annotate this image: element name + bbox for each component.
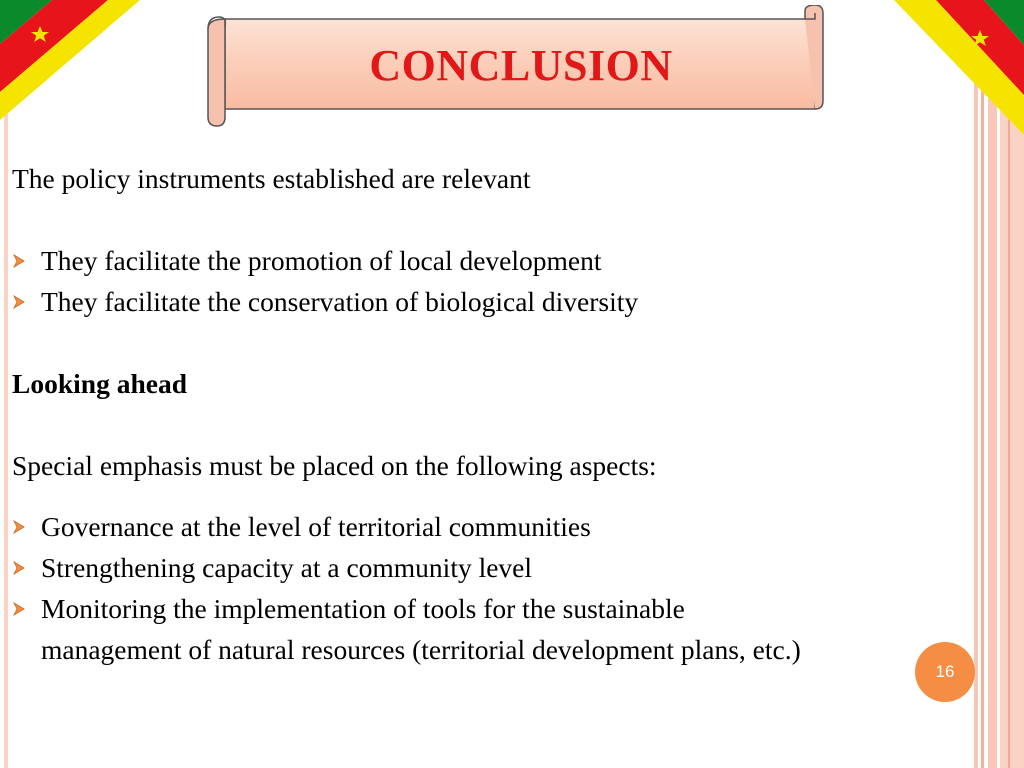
slide-body xyxy=(12,158,952,670)
arrow-bullet-icon xyxy=(12,602,26,616)
arrow-bullet-icon xyxy=(12,254,26,268)
flag-corner-right xyxy=(894,0,1024,135)
page-number-badge: 16 xyxy=(915,642,975,702)
bullet-text: Monitoring the implementation of tools for the sustainable management of natural resources (territorial development plans, etc.) xyxy=(41,593,801,665)
bullet-text: They facilitate the conservation of biological diversity xyxy=(41,286,639,317)
list-item xyxy=(12,547,952,588)
lead-text: Special emphasis must be placed on the following aspects: xyxy=(12,450,657,481)
bullet-text: They facilitate the promotion of local development xyxy=(41,245,602,276)
arrow-bullet-icon xyxy=(12,295,26,309)
bullet-text: Governance at the level of territorial communities xyxy=(41,511,591,542)
slide-title: CONCLUSION xyxy=(369,41,673,90)
list-item xyxy=(12,588,801,670)
intro-text: The policy instruments established are relevant xyxy=(12,163,531,194)
list-item xyxy=(12,506,952,547)
list-item xyxy=(12,281,952,322)
arrow-bullet-icon xyxy=(12,520,26,534)
flag-corner-left xyxy=(0,0,140,120)
list-item xyxy=(12,240,952,281)
section-heading: Looking ahead xyxy=(12,368,187,399)
bullet-text: Strengthening capacity at a community level xyxy=(41,552,533,583)
arrow-bullet-icon xyxy=(12,561,26,575)
